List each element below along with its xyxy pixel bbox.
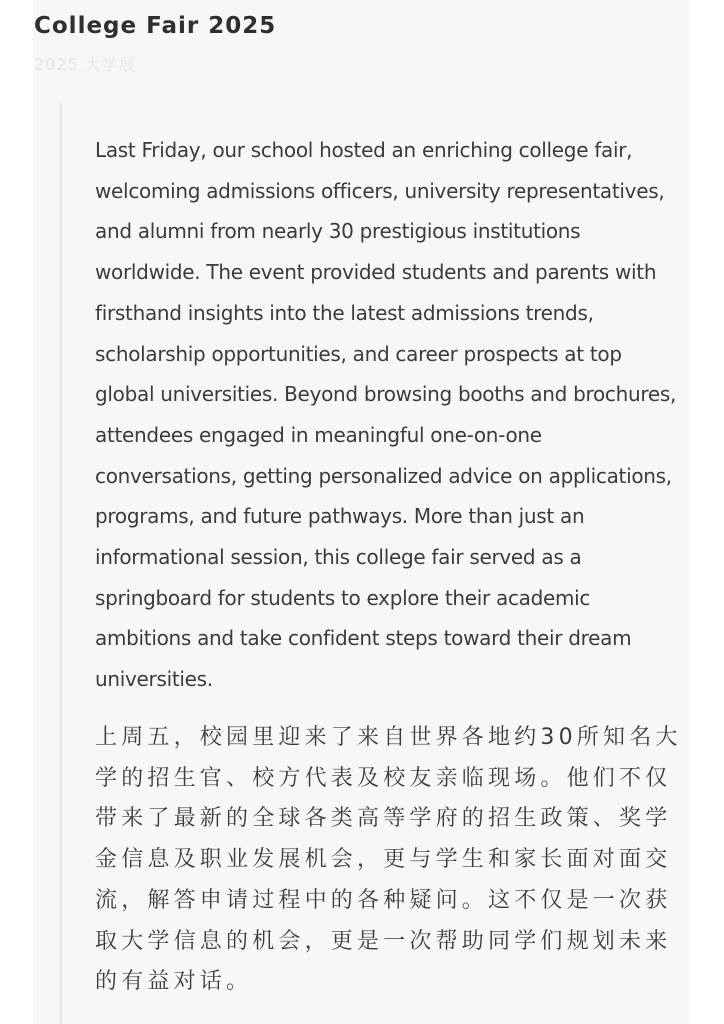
article-paragraph-chinese: 上周五，校园里迎来了来自世界各地约30所知名大学的招生官、校方代表及校友亲临现场。他们不仅带来了最新的全球各类高等学府的招生政策、奖学金信息及职业发展机会，更与学生和家长面对面交流，解答申请过程中的各种疑问。这不仅是一次获取大学信息的机会，更是一次帮助同学们规划未来的有益对话。 [95,725,682,995]
page-title: College Fair 2025 [34,13,277,39]
page-subtitle: 2025 大学展 [34,55,136,74]
blockquote-bar [60,103,62,1024]
article-paragraph-english: Last Friday, our school hosted an enriching college fair, welcoming admissions officers, university representatives, and alumni from nearly 30 prestigious institutions worldwide. The event provided students and parents with firsthand insights into the latest admissions trends, scholarship opportunities, and career prospects at top global universities. Beyond browsing booths and brochures, attendees engaged in meaningful one-on-one conversations, getting personalized advice on applications, programs, and future pathways. More than just an informational session, this college fair served as a springboard for students to explore their academic ambitions and take confident steps toward their dream universities. [95,138,677,692]
article-header [34,10,276,76]
